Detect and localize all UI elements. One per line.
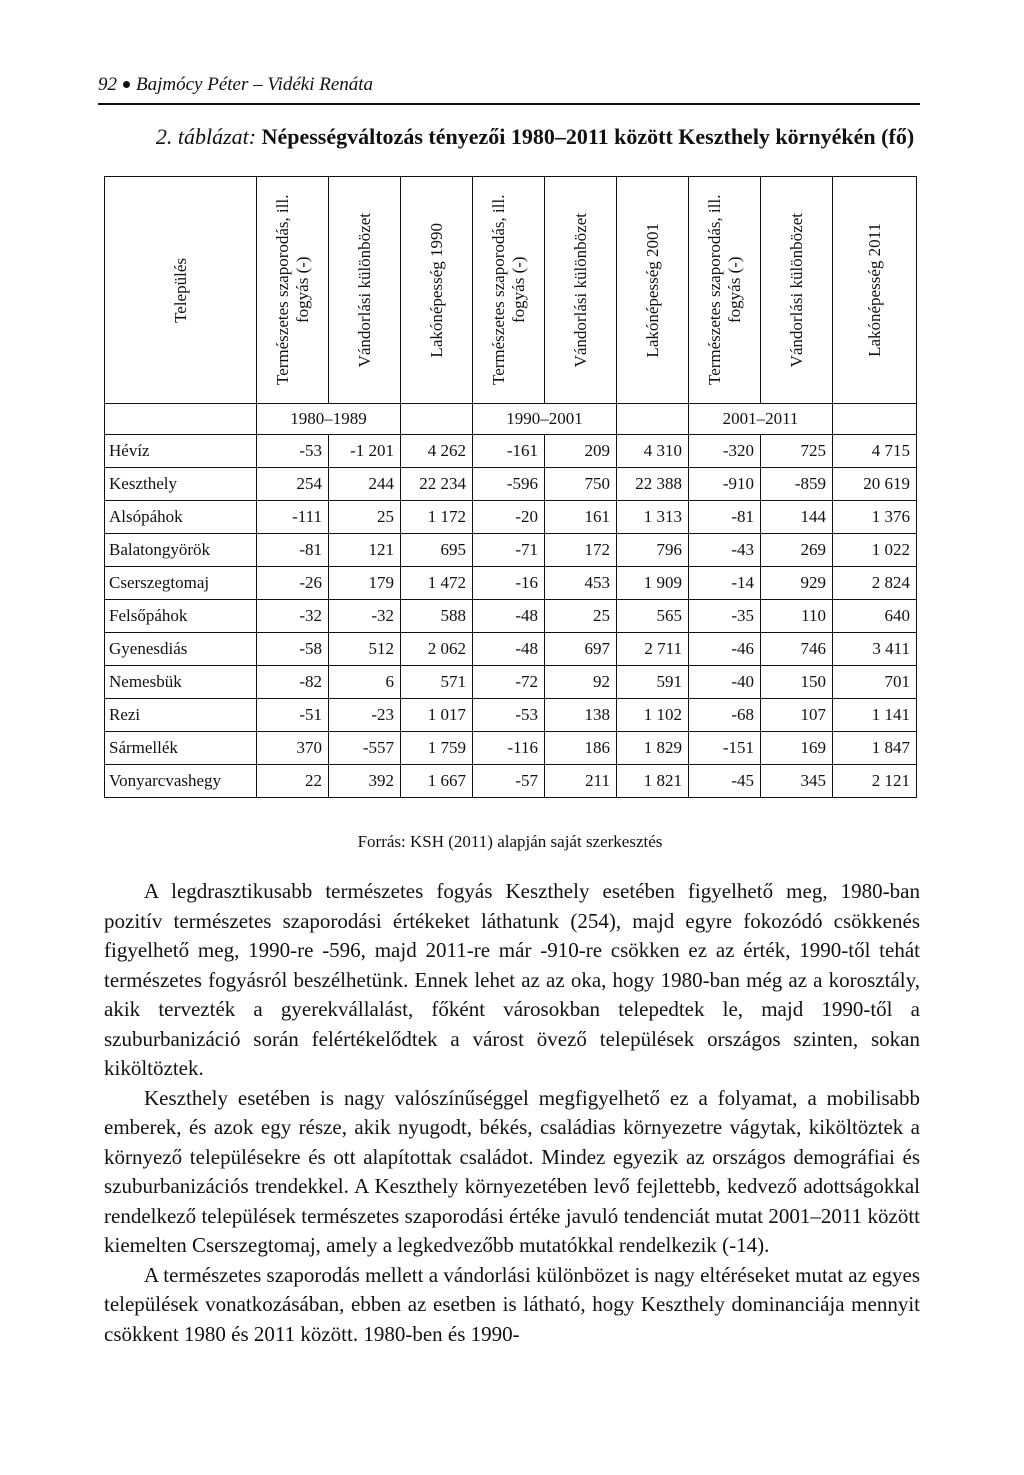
header-row xyxy=(105,177,917,404)
table-row xyxy=(105,633,917,666)
table-cell: -116 xyxy=(473,732,545,765)
table-caption-lead: 2. táblázat: xyxy=(155,124,257,149)
table-row xyxy=(105,732,917,765)
table-cell: 1 313 xyxy=(617,501,689,534)
column-header xyxy=(833,177,917,404)
table-cell: -32 xyxy=(257,600,329,633)
table-cell: 20 619 xyxy=(833,468,917,501)
table-row xyxy=(105,699,917,732)
table-cell: 571 xyxy=(401,666,473,699)
table-row xyxy=(105,765,917,798)
table-cell: -43 xyxy=(689,534,761,567)
table-cell: 1 017 xyxy=(401,699,473,732)
table-cell: 121 xyxy=(329,534,401,567)
table-cell: 1 667 xyxy=(401,765,473,798)
table-cell: -68 xyxy=(689,699,761,732)
table-row xyxy=(105,468,917,501)
table-row xyxy=(105,567,917,600)
table-cell: 150 xyxy=(761,666,833,699)
body-paragraph: A természetes szaporodás mellett a vándorlási különbözet is nagy eltéréseket mutat az egyes települések vonatkozásában, ebben az esetben is látható, hogy Keszthely dominanciája mennyit csökkent 1980 és 2011 között. 1980-ben és 1990- xyxy=(104,1262,920,1346)
table-cell: -910 xyxy=(689,468,761,501)
table-cell: -14 xyxy=(689,567,761,600)
table-cell: 1 102 xyxy=(617,699,689,732)
table-cell: 750 xyxy=(545,468,617,501)
body-text xyxy=(104,877,920,1349)
table-row xyxy=(105,501,917,534)
table-cell: 2 062 xyxy=(401,633,473,666)
table-cell: 25 xyxy=(329,501,401,534)
column-header-label: Lakónépesség 1990 xyxy=(426,222,446,358)
table-cell: -81 xyxy=(257,534,329,567)
period-blank xyxy=(617,404,689,435)
table-cell: 6 xyxy=(329,666,401,699)
table-cell: -46 xyxy=(689,633,761,666)
table-cell: 172 xyxy=(545,534,617,567)
population-table xyxy=(104,176,917,798)
period-label: 1990–2001 xyxy=(473,404,617,435)
table-cell: -161 xyxy=(473,435,545,468)
table-cell: -111 xyxy=(257,501,329,534)
table-row xyxy=(105,666,917,699)
table-caption xyxy=(150,122,920,152)
table-cell: 591 xyxy=(617,666,689,699)
table-cell: 1 172 xyxy=(401,501,473,534)
period-row xyxy=(105,404,917,435)
table-cell: 701 xyxy=(833,666,917,699)
period-blank xyxy=(401,404,473,435)
table-cell: -557 xyxy=(329,732,401,765)
bullet-icon xyxy=(123,81,130,88)
table-body xyxy=(105,177,917,798)
table-source: Forrás: KSH (2011) alapján saját szerkesztés xyxy=(357,832,663,851)
table-cell: 2 711 xyxy=(617,633,689,666)
table-row xyxy=(105,600,917,633)
table-cell: 269 xyxy=(761,534,833,567)
table-cell: 4 310 xyxy=(617,435,689,468)
table-cell: -53 xyxy=(257,435,329,468)
table-cell: 512 xyxy=(329,633,401,666)
table-cell: 1 022 xyxy=(833,534,917,567)
table-cell: 640 xyxy=(833,600,917,633)
table-cell: 22 388 xyxy=(617,468,689,501)
column-header-label: Lakónépesség 2001 xyxy=(642,222,662,358)
settlement-name: Nemesbük xyxy=(105,666,257,699)
period-label: 2001–2011 xyxy=(689,404,833,435)
table-cell: 1 909 xyxy=(617,567,689,600)
period-label: 1980–1989 xyxy=(257,404,401,435)
table-cell: -53 xyxy=(473,699,545,732)
table-cell: -71 xyxy=(473,534,545,567)
table-cell: -45 xyxy=(689,765,761,798)
table-cell: 107 xyxy=(761,699,833,732)
table-cell: -48 xyxy=(473,600,545,633)
settlement-name: Vonyarcvashegy xyxy=(105,765,257,798)
table-cell: 1 829 xyxy=(617,732,689,765)
table-cell: 392 xyxy=(329,765,401,798)
column-header xyxy=(257,177,329,404)
table-cell: -151 xyxy=(689,732,761,765)
table-row xyxy=(105,534,917,567)
settlement-name: Sármellék xyxy=(105,732,257,765)
table-cell: 4 715 xyxy=(833,435,917,468)
column-header-label: Lakónépesség 2011 xyxy=(864,223,884,357)
table-cell: -23 xyxy=(329,699,401,732)
table-cell: 695 xyxy=(401,534,473,567)
table-cell: -57 xyxy=(473,765,545,798)
column-header xyxy=(761,177,833,404)
table-cell: 565 xyxy=(617,600,689,633)
table-cell: -81 xyxy=(689,501,761,534)
table-cell: -48 xyxy=(473,633,545,666)
table-cell: -859 xyxy=(761,468,833,501)
header-rule xyxy=(98,103,920,105)
table-cell: 453 xyxy=(545,567,617,600)
table-cell: -16 xyxy=(473,567,545,600)
page-number: 92 xyxy=(98,74,117,95)
running-head xyxy=(98,74,373,96)
settlement-name: Gyenesdiás xyxy=(105,633,257,666)
authors: Bajmócy Péter – Vidéki Renáta xyxy=(136,74,374,95)
body-paragraph: Keszthely esetében is nagy valószínűséggel megfigyelhető ez a folyamat, a mobilisabb emberek, és azok egy része, akik nyugodt, békés, családias környezetre vágytak, kiköltöztek a környező településekre és ott alapítottak családot. Mindez egyezik az országos demográfiai és szuburbanizációs trendekkel. A Keszthely környezetében levő fejlettebb, kedvező adottságokkal rendelkező települések természetes szaporodási értéke javuló tendenciát mutat 2001–2011 között kiemelten Cserszegtomaj, amely a legkedvezőbb mutatókkal rendelkezik (-14). xyxy=(104,1085,920,1257)
table-cell: 254 xyxy=(257,468,329,501)
table-cell: 25 xyxy=(545,600,617,633)
table-cell: 161 xyxy=(545,501,617,534)
table-cell: 2 824 xyxy=(833,567,917,600)
table-cell: -72 xyxy=(473,666,545,699)
table-cell: -20 xyxy=(473,501,545,534)
period-blank xyxy=(105,404,257,435)
table-cell: 1 472 xyxy=(401,567,473,600)
table-cell: -82 xyxy=(257,666,329,699)
table-cell: 144 xyxy=(761,501,833,534)
table-cell: 22 xyxy=(257,765,329,798)
column-header-label: Vándorlási különbözet xyxy=(354,212,374,368)
body-paragraph: A legdrasztikusabb természetes fogyás Keszthely esetében figyelhető meg, 1980-ban pozitív természetes szaporodási értékeket láthatunk (254), majd egyre fokozódó csökkenés figyelhető meg, 1990-re -596, majd 2011-re már -910-re csökken ez az érték, 1990-től tehát természetes fogyásról beszélhetünk. Ennek lehet az az oka, hogy 1980-ban még az a korosztály, akik tervezték a gyerekvállalást, főként városokban telepedtek le, majd 1990-től a szuburbanizáció során felértékelődtek a várost övező települések országos szinten, sokan kiköltöztek. xyxy=(104,879,920,1080)
table-cell: 1 821 xyxy=(617,765,689,798)
settlement-name: Alsópáhok xyxy=(105,501,257,534)
table-cell: -26 xyxy=(257,567,329,600)
table-cell: 244 xyxy=(329,468,401,501)
column-header xyxy=(473,177,545,404)
table-cell: 370 xyxy=(257,732,329,765)
column-header xyxy=(401,177,473,404)
column-header-label: Vándorlási különbözet xyxy=(570,212,590,368)
settlement-name: Hévíz xyxy=(105,435,257,468)
settlement-name: Keszthely xyxy=(105,468,257,501)
table-cell: -320 xyxy=(689,435,761,468)
table-cell: 22 234 xyxy=(401,468,473,501)
table-cell: -596 xyxy=(473,468,545,501)
table-cell: -32 xyxy=(329,600,401,633)
column-header-label: Természetes szaporodás, ill. fogyás (-) xyxy=(272,194,312,386)
column-header xyxy=(617,177,689,404)
column-header-label: Település xyxy=(170,257,190,323)
settlement-name: Balatongyörök xyxy=(105,534,257,567)
column-header xyxy=(689,177,761,404)
table-cell: 92 xyxy=(545,666,617,699)
table-cell: 929 xyxy=(761,567,833,600)
column-header xyxy=(329,177,401,404)
table-cell: 345 xyxy=(761,765,833,798)
column-header-label: Természetes szaporodás, ill. fogyás (-) xyxy=(488,194,528,386)
table-cell: 1 847 xyxy=(833,732,917,765)
table-caption-text: Népességváltozás tényezői 1980–2011 között Keszthely környékén (fő) xyxy=(261,124,915,149)
table-row xyxy=(105,435,917,468)
table-cell: 697 xyxy=(545,633,617,666)
table-cell: -58 xyxy=(257,633,329,666)
column-header xyxy=(105,177,257,404)
column-header-label: Természetes szaporodás, ill. fogyás (-) xyxy=(704,194,744,386)
table-cell: 110 xyxy=(761,600,833,633)
table-cell: 588 xyxy=(401,600,473,633)
table-cell: 4 262 xyxy=(401,435,473,468)
table-cell: 1 759 xyxy=(401,732,473,765)
settlement-name: Cserszegtomaj xyxy=(105,567,257,600)
table-cell: -1 201 xyxy=(329,435,401,468)
table-cell: 209 xyxy=(545,435,617,468)
table-cell: 186 xyxy=(545,732,617,765)
table-cell: 211 xyxy=(545,765,617,798)
settlement-name: Rezi xyxy=(105,699,257,732)
table-cell: -51 xyxy=(257,699,329,732)
table-cell: -40 xyxy=(689,666,761,699)
table-cell: 138 xyxy=(545,699,617,732)
table-cell: 169 xyxy=(761,732,833,765)
settlement-name: Felsőpáhok xyxy=(105,600,257,633)
table-cell: 1 141 xyxy=(833,699,917,732)
table-cell: 746 xyxy=(761,633,833,666)
period-blank xyxy=(833,404,917,435)
column-header-label: Vándorlási különbözet xyxy=(786,212,806,368)
table-cell: 1 376 xyxy=(833,501,917,534)
table-cell: 179 xyxy=(329,567,401,600)
table-cell: 796 xyxy=(617,534,689,567)
table-cell: -35 xyxy=(689,600,761,633)
table-cell: 2 121 xyxy=(833,765,917,798)
table-cell: 3 411 xyxy=(833,633,917,666)
table-cell: 725 xyxy=(761,435,833,468)
column-header xyxy=(545,177,617,404)
